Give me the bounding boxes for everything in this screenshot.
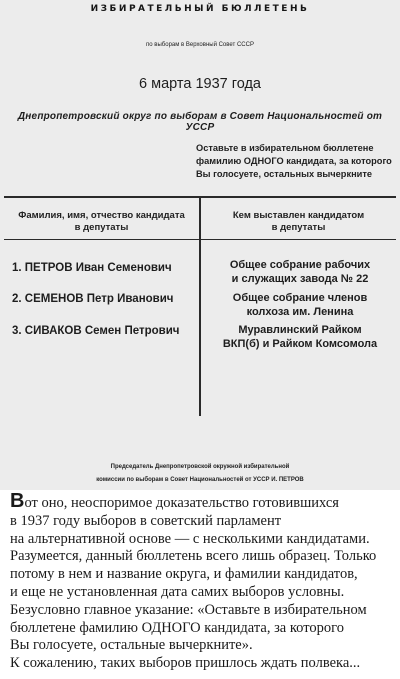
ballot-date: 6 марта 1937 года bbox=[139, 76, 261, 92]
column-header-candidate bbox=[4, 210, 199, 234]
caption-line: и еще не установленная дата самих выборов условны. bbox=[10, 583, 345, 600]
column-header-line: в депутаты bbox=[271, 222, 326, 233]
caption-line: Вы голосуете, остальные вычеркните». bbox=[10, 637, 253, 654]
caption-line: в 1937 году выборов в советский парламент bbox=[10, 512, 282, 529]
caption-line: Разумеется, данный бюллетень всего лишь образец. Только bbox=[10, 548, 377, 565]
nominator-line: Муравлинский Райком bbox=[238, 324, 362, 336]
nominator-line: колхоза им. Ленина bbox=[246, 306, 354, 318]
candidate-name: 2. СЕМЕНОВ Петр Иванович bbox=[12, 293, 174, 305]
caption-text bbox=[10, 490, 394, 673]
footer-line: Председатель Днепропетровской окружной избирательной bbox=[110, 464, 290, 470]
column-header-line: Кем выставлен кандидатом bbox=[232, 210, 365, 221]
nominator-line: Общее собрание членов bbox=[232, 292, 368, 304]
candidate-nominator bbox=[205, 291, 395, 319]
caption-line: на альтернативной основе — с несколькими кандидатами. bbox=[10, 530, 370, 547]
instruction-line: Оставьте в избирательном бюллетене bbox=[196, 143, 374, 153]
ballot-district: Днепропетровский округ по выборам в Совет Национальностей от УССР bbox=[17, 111, 383, 133]
caption-line: потому в нем и название округа, и фамилии кандидатов, bbox=[10, 566, 358, 583]
nominator-line: ВКП(б) и Райком Комсомола bbox=[222, 338, 378, 350]
instruction-line: фамилию ОДНОГО кандидата, за которого bbox=[196, 156, 392, 166]
caption-line: бюллетене фамилию ОДНОГО кандидата, за которого bbox=[10, 619, 344, 636]
nominator-line: Общее собрание рабочих bbox=[229, 259, 371, 271]
ballot-subtitle: по выборам в Верховный Совет СССР bbox=[146, 42, 254, 48]
candidate-name: 1. ПЕТРОВ Иван Семенович bbox=[12, 262, 172, 274]
footer-line: комиссии по выборам в Совет Национальностей от УССР И. ПЕТРОВ bbox=[96, 476, 304, 483]
caption-line bbox=[10, 490, 394, 513]
candidate-name: 3. СИВАКОВ Семен Петрович bbox=[12, 325, 180, 337]
caption-line: К сожалению, таких выборов пришлось ждать полвека... bbox=[10, 655, 361, 672]
nominator-line: и служащих завода № 22 bbox=[231, 273, 369, 285]
column-header-nominator bbox=[201, 210, 396, 234]
caption-first-line: от оно, неоспоримое доказательство готовившихся bbox=[24, 495, 339, 511]
ballot-instruction bbox=[196, 142, 396, 181]
caption-dropcap: В bbox=[10, 490, 25, 512]
ballot-footer bbox=[0, 461, 400, 486]
instruction-line: Вы голосуете, остальных вычеркните bbox=[196, 169, 373, 179]
ballot-title: ИЗБИРАТЕЛЬНЫЙ БЮЛЛЕТЕНЬ bbox=[90, 4, 310, 14]
column-header-line: Фамилия, имя, отчество кандидата bbox=[18, 210, 185, 221]
candidate-nominator bbox=[205, 258, 395, 286]
candidate-nominator bbox=[205, 323, 395, 351]
caption-line: Безусловно главное указание: «Оставьте в избирательном bbox=[10, 601, 367, 618]
column-header-line: в депутаты bbox=[74, 222, 129, 233]
